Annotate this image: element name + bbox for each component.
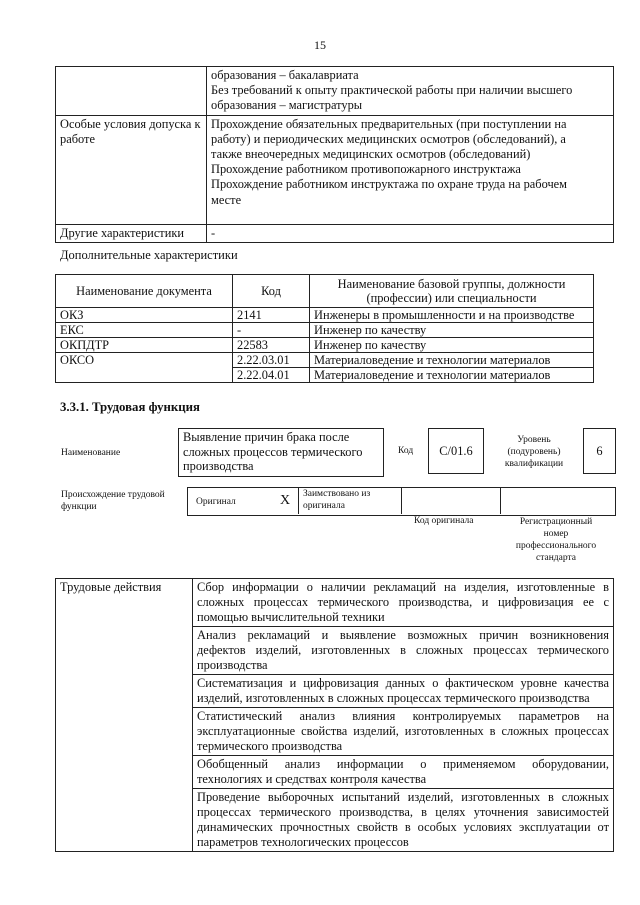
action-item [193, 579, 614, 627]
divider [401, 487, 402, 514]
code-original-caption: Код оригинала [414, 516, 474, 526]
table-row [56, 353, 594, 368]
column-header: Код [233, 275, 310, 308]
cell: Инженер по качеству [310, 338, 594, 353]
text-line: месте [211, 192, 242, 207]
table-row [56, 67, 614, 116]
action-item [193, 708, 614, 756]
action-item [193, 627, 614, 675]
text-line: производства [197, 658, 268, 672]
text-line: Обобщенный анализ информации о применяемом оборудовании, [197, 757, 609, 771]
cell: 22583 [233, 338, 310, 353]
cell: Инженер по качеству [310, 323, 594, 338]
table-row [56, 323, 594, 338]
function-name-box: Выявление причин брака после сложных процессов термического производства [178, 428, 384, 477]
action-item [193, 756, 614, 789]
cell: Материаловедение и технологии материалов [310, 368, 594, 383]
text-line: технологиях и средствах контроля качества [197, 772, 427, 786]
row-value [207, 67, 614, 116]
column-header: Наименование документа [56, 275, 233, 308]
cell: - [233, 323, 310, 338]
code-label: Код [398, 446, 414, 456]
text-line: изделий, изготовленных в сложных процессах термического производства [197, 691, 590, 705]
text-line: Прохождение работником противопожарного инструктажа [211, 162, 521, 177]
table-row [56, 224, 614, 242]
text-line: Сбор информации о наличии рекламаций на изделия, изготовленные в [197, 580, 609, 594]
row-label: Особые условия допуска к работе [56, 115, 207, 224]
requirements-table [55, 66, 614, 243]
level-label: Уровень (подуровень) квалификации [504, 435, 564, 469]
text-line: параметров технологических процессов [197, 835, 409, 849]
table-row [56, 308, 594, 323]
row-label: Другие характеристики [56, 224, 207, 242]
cell: Материаловедение и технологии материалов [310, 353, 594, 368]
cell: ОКЗ [56, 308, 233, 323]
text-line: помощью вычислительной техники [197, 610, 385, 624]
original-mark: X [280, 493, 291, 508]
cell: ОКПДТР [56, 338, 233, 353]
text-line: термического производства [197, 739, 343, 753]
table-row [56, 115, 614, 224]
text-line: образования – магистратуры [211, 98, 363, 113]
original-label: Оригинал [196, 497, 236, 507]
row-label: Трудовые действия [56, 579, 193, 852]
text-line: - [211, 225, 216, 240]
text-line: динамических прочностных свойств в особых условиях эксплуатации от [197, 820, 609, 834]
section-title: 3.3.1. Трудовая функция [60, 400, 200, 414]
borrowed-label: Заимствовано из оригинала [303, 489, 371, 511]
text-line: также внеочередных медицинских осмотров (обследований) [211, 147, 531, 162]
action-item [193, 789, 614, 852]
text-line: Прохождение работником инструктажа по охране труда на рабочем [211, 177, 568, 192]
text-line: Анализ рекламаций и выявление возможных причин возникновения [197, 628, 609, 642]
text-line: Без требований к опыту практической работы при наличии высшего [211, 83, 573, 98]
cell: Инженеры в промышленности и на производстве [310, 308, 594, 323]
row-value [207, 224, 614, 242]
text-line: Проведение выборочных испытаний изделий, изготовленных в сложных [197, 790, 609, 804]
table-row [56, 579, 614, 627]
table-header-row [56, 275, 594, 308]
text-line: работу) и периодических медицинских осмотров (обследований), а [211, 131, 566, 146]
function-code-box: C/01.6 [428, 428, 484, 474]
cell: 2141 [233, 308, 310, 323]
additional-characteristics-table [55, 274, 594, 383]
table-row [56, 338, 594, 353]
row-value [207, 115, 614, 224]
page-number: 15 [314, 38, 326, 52]
text-line: сложных процессах термического производства, и цифровизация ее с [197, 595, 609, 609]
labor-actions-table [55, 578, 614, 852]
origin-label: Происхождение трудовой функции [61, 490, 165, 512]
additional-characteristics-title: Дополнительные характеристики [60, 248, 238, 262]
row-label [56, 67, 207, 116]
cell: 2.22.03.01 [233, 353, 310, 368]
text-line: Систематизация и цифровизация данных о фактическом уровне качества [197, 676, 609, 690]
action-item [193, 675, 614, 708]
cell: 2.22.04.01 [233, 368, 310, 383]
divider [500, 487, 501, 514]
reg-number-caption: Регистрационный номер профессионального стандарта [515, 517, 597, 563]
cell: ЕКС [56, 323, 233, 338]
text-line: эксплуатационные свойства изделий, изготовленных в сложных процессах [197, 724, 609, 738]
cell: ОКСО [56, 353, 233, 383]
text-line: дефектов изделий, изготовленных в сложных процессах термического [197, 643, 609, 657]
level-box: 6 [583, 428, 616, 474]
text-line: процессах термического производства, в целях уточнения зависимостей [197, 805, 609, 819]
name-label: Наименование [61, 448, 121, 458]
text-line: Прохождение обязательных предварительных (при поступлении на [211, 116, 567, 131]
divider [298, 487, 299, 514]
text-line: образования – бакалавриата [211, 68, 359, 82]
column-header: Наименование базовой группы, должности (профессии) или специальности [310, 275, 594, 308]
text-line: Статистический анализ влияния контролируемых параметров на [197, 709, 609, 723]
